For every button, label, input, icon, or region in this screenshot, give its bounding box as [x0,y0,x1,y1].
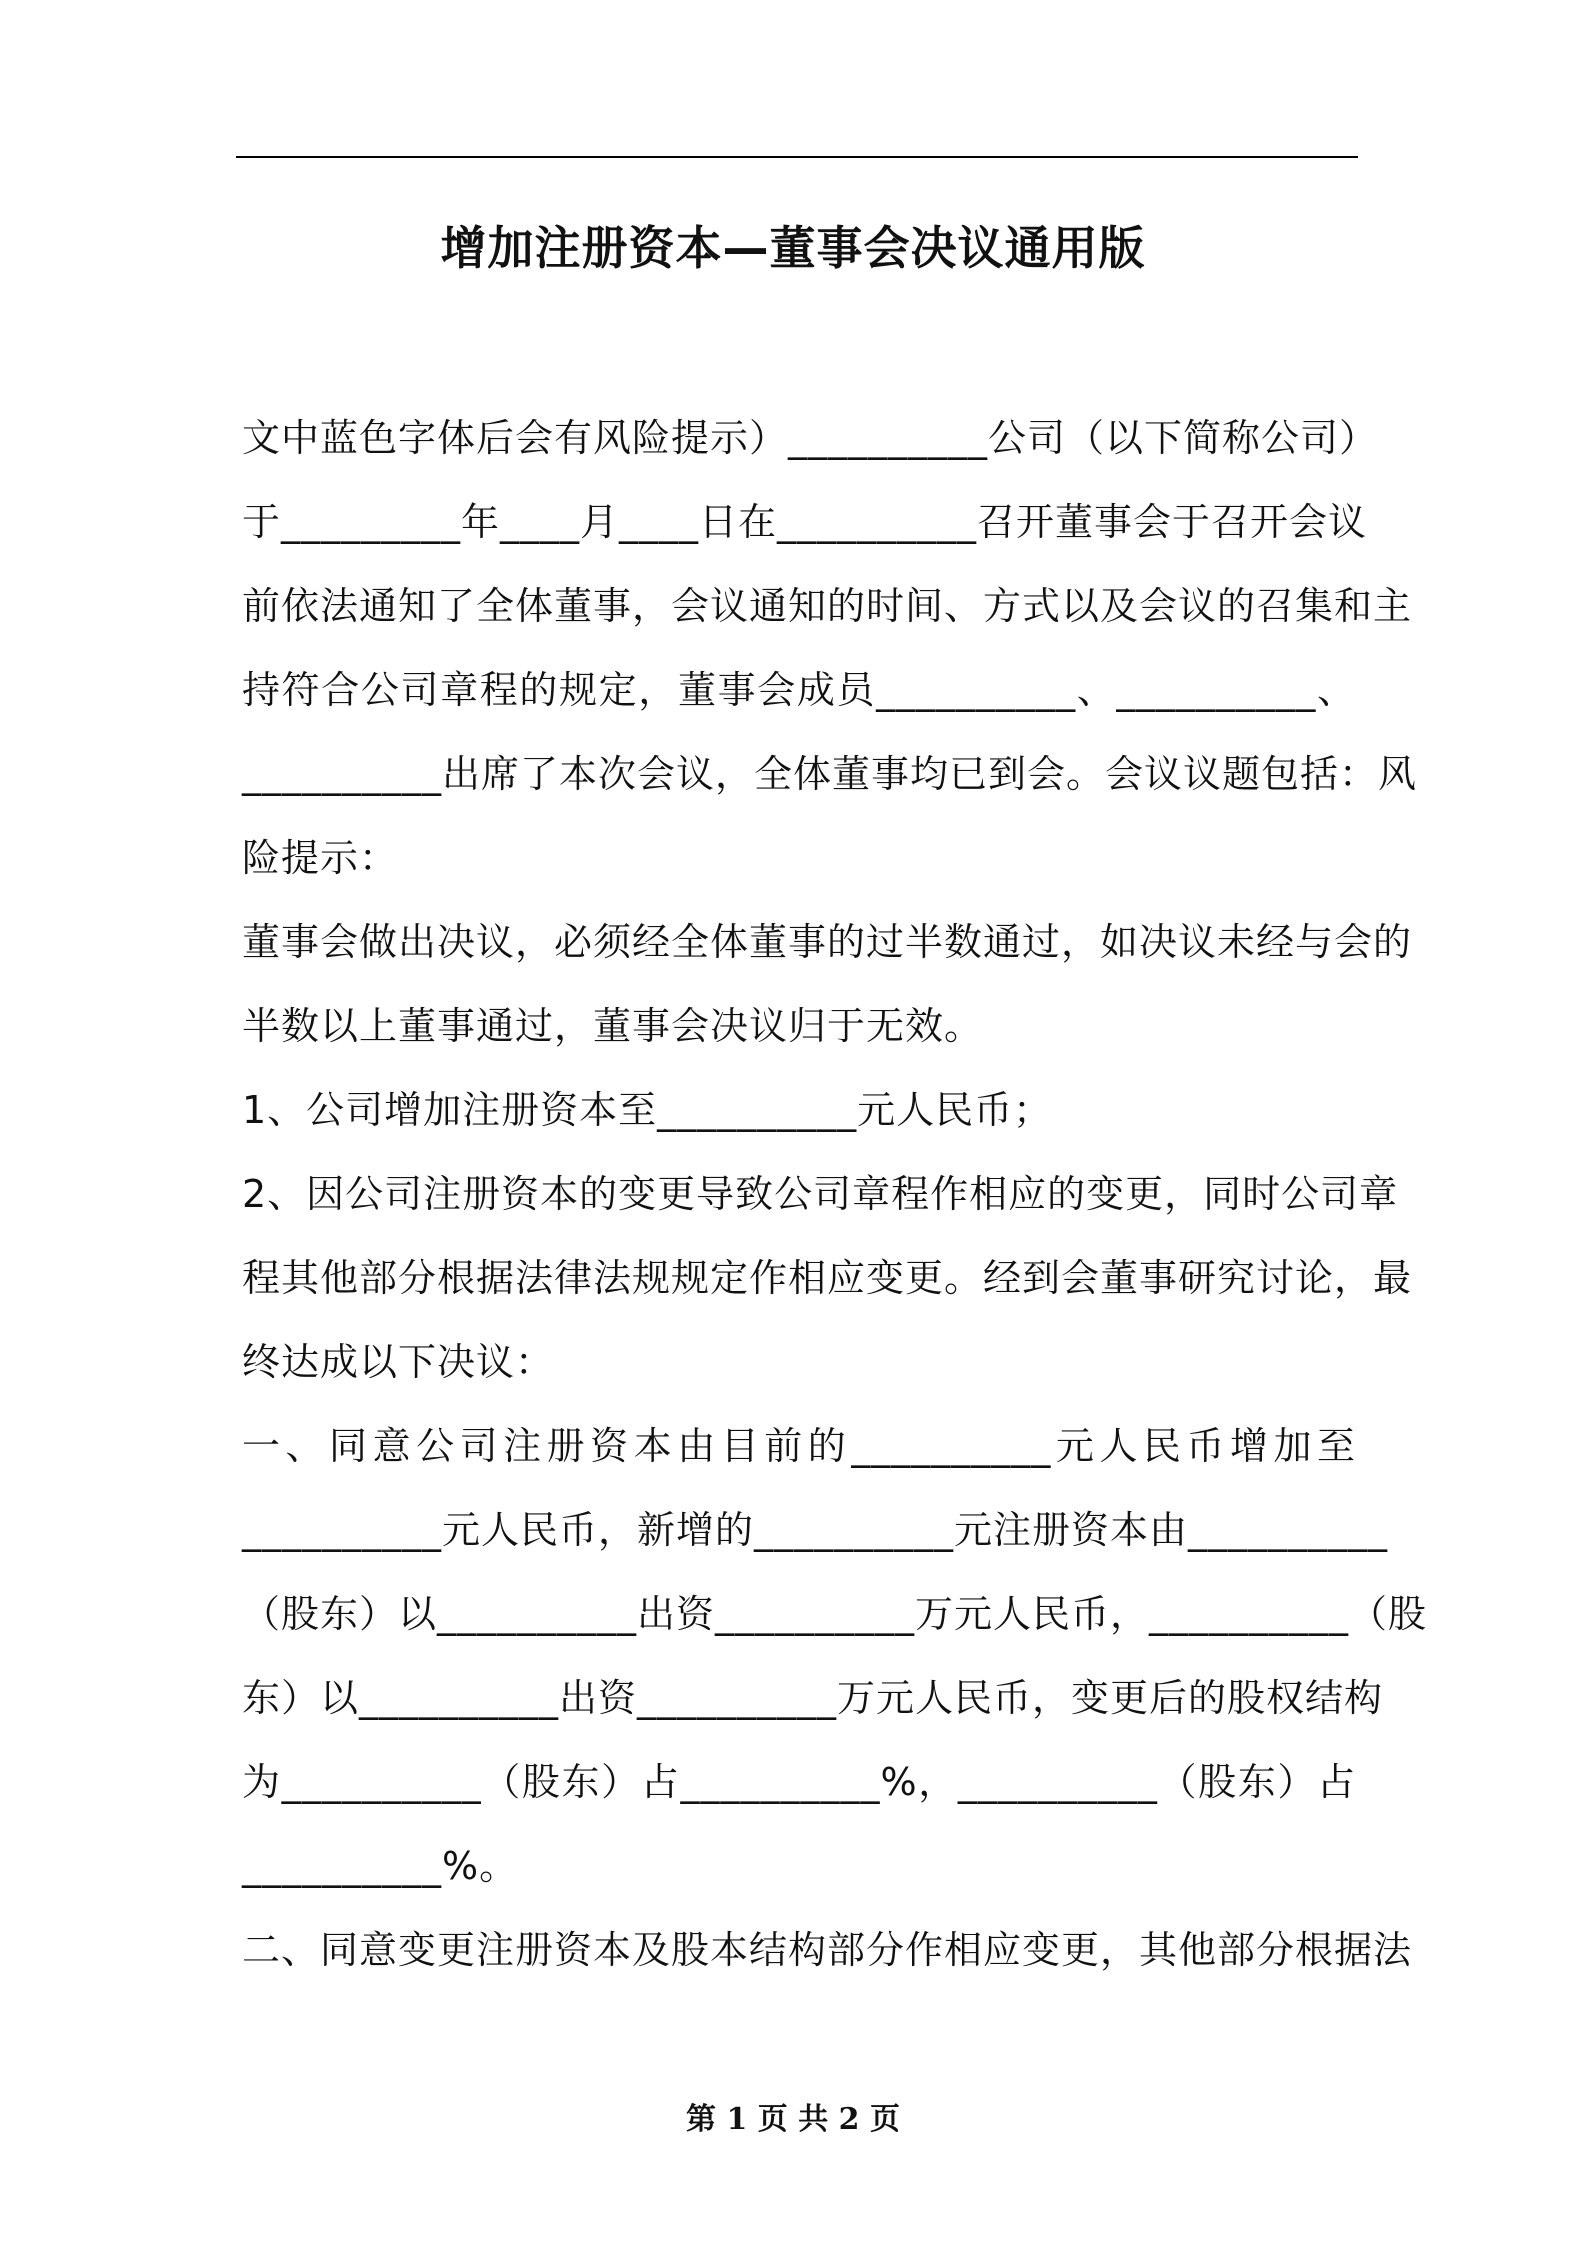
paragraph-line: 二、同意变更注册资本及股本结构部分作相应变更，其他部分根据法 [242,1928,1413,1972]
paragraph-line: 2、因公司注册资本的变更导致公司章程作相应的变更，同时公司章 [242,1172,1399,1216]
paragraph-line: 于_________年____月____日在__________召开董事会于召开会议 [242,500,1368,544]
paragraph-line: __________%。 [242,1844,519,1888]
paragraph-line: 为__________（股东）占__________%，__________（股东）占 [242,1760,1356,1804]
page-number: 第 1 页 共 2 页 [686,2102,900,2137]
paragraph-line: 董事会做出决议，必须经全体董事的过半数通过，如决议未经与会的 [242,920,1413,964]
paragraph-line: 险提示： [242,836,399,880]
paragraph-line: 终达成以下决议： [242,1340,555,1384]
paragraph-line: 文中蓝色字体后会有风险提示）__________公司（以下简称公司） [242,416,1379,460]
paragraph-line: __________元人民币，新增的__________元注册资本由__________ [242,1508,1389,1552]
paragraph-line: __________出席了本次会议，全体董事均已到会。会议议题包括：风 [242,752,1418,796]
paragraph-line: 东）以__________出资__________万元人民币，变更后的股权结构 [242,1676,1384,1720]
paragraph-line: 程其他部分根据法律法规规定作相应变更。经到会董事研究讨论，最 [242,1256,1413,1300]
paragraph-line: （股东）以__________出资__________万元人民币，__________（股 [242,1592,1428,1636]
header-rule [236,156,1358,158]
document-title: 增加注册资本—董事会决议通用版 [440,221,1146,275]
paragraph-line: 一、同意公司注册资本由目前的__________元人民币增加至 [242,1424,1356,1468]
paragraph-line: 前依法通知了全体董事，会议通知的时间、方式以及会议的召集和主 [242,584,1413,628]
paragraph-line: 1、公司增加注册资本至__________元人民币； [242,1088,1053,1132]
paragraph-line: 持符合公司章程的规定，董事会成员__________、__________、 [242,668,1356,712]
paragraph-line: 半数以上董事通过，董事会决议归于无效。 [242,1004,984,1048]
